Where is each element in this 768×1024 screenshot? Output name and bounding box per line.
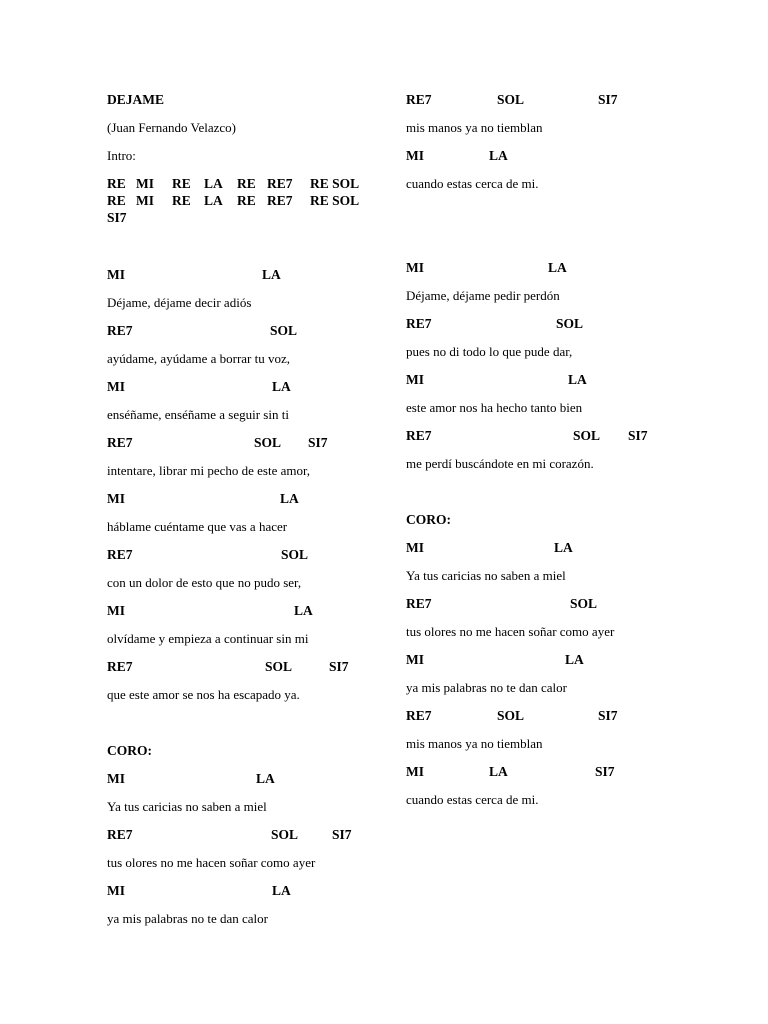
chord: RE7 (406, 428, 432, 443)
chord: MI (107, 379, 125, 394)
chord: SOL (265, 659, 293, 674)
chord: MI (406, 148, 424, 163)
chord: SI7 (332, 827, 352, 842)
chord: LA (489, 764, 508, 779)
chord: LA (568, 372, 587, 387)
chord: SI7 (329, 659, 349, 674)
chord: RE7 (107, 323, 133, 338)
chord: LA (294, 603, 313, 618)
lyric-line: ya mis palabras no te dan calor (406, 680, 567, 695)
intro-chord: RE7 (267, 193, 293, 208)
chord: RE7 (406, 596, 432, 611)
chord: SI7 (628, 428, 648, 443)
chord: RE7 (107, 827, 133, 842)
chord: MI (107, 603, 125, 618)
lyric-line: intentare, librar mi pecho de este amor, (107, 463, 311, 478)
chord: MI (107, 491, 125, 506)
chord: SOL (497, 92, 525, 107)
intro-chord: RE (172, 176, 191, 191)
intro-chord: LA (204, 176, 223, 191)
chorus-label: CORO: (406, 512, 451, 527)
chord: SOL (573, 428, 601, 443)
chord: SI7 (598, 92, 618, 107)
chord: SOL (556, 316, 584, 331)
lyric-line: tus olores no me hacen soñar como ayer (406, 624, 615, 639)
chord: SI7 (598, 708, 618, 723)
chord: LA (554, 540, 573, 555)
lyric-line: cuando estas cerca de mi. (406, 176, 539, 191)
chord: SOL (570, 596, 598, 611)
chord: MI (406, 764, 424, 779)
chord: RE7 (107, 547, 133, 562)
chord: MI (406, 652, 424, 667)
chord: LA (548, 260, 567, 275)
lyric-line: que este amor se nos ha escapado ya. (107, 687, 300, 702)
chord: SOL (271, 827, 299, 842)
chord: RE7 (406, 708, 432, 723)
chord: SOL (254, 435, 282, 450)
intro-label: Intro: (107, 148, 136, 163)
intro-chord: RE7 (267, 176, 293, 191)
lyric-line: mis manos ya no tiemblan (406, 736, 543, 751)
chord: RE7 (406, 92, 432, 107)
intro-chord: RE SOL (310, 176, 360, 191)
chord: SOL (270, 323, 298, 338)
intro-chord: LA (204, 193, 223, 208)
lyric-line: Déjame, déjame decir adiós (107, 295, 252, 310)
intro-chord: RE (237, 176, 256, 191)
intro-chord: MI (136, 193, 154, 208)
intro-chord: RE (107, 193, 126, 208)
chord: MI (406, 372, 424, 387)
chord: LA (272, 379, 291, 394)
lyric-line: tus olores no me hacen soñar como ayer (107, 855, 316, 870)
chord: LA (256, 771, 275, 786)
chord: LA (280, 491, 299, 506)
chord: MI (107, 883, 125, 898)
chord: LA (272, 883, 291, 898)
lyric-line: ya mis palabras no te dan calor (107, 911, 268, 926)
lyric-line: enséñame, enséñame a seguir sin ti (107, 407, 289, 422)
intro-chord: RE (172, 193, 191, 208)
chord: RE7 (107, 659, 133, 674)
song-author: (Juan Fernando Velazco) (107, 120, 236, 135)
chord: MI (107, 771, 125, 786)
chord: LA (262, 267, 281, 282)
chord: RE7 (406, 316, 432, 331)
chord: LA (565, 652, 584, 667)
lyric-line: pues no di todo lo que pude dar, (406, 344, 573, 359)
chord: SOL (281, 547, 309, 562)
chord: MI (406, 260, 424, 275)
chord: RE7 (107, 435, 133, 450)
lyric-line: me perdí buscándote en mi corazón. (406, 456, 594, 471)
chord: MI (406, 540, 424, 555)
lyric-line: con un dolor de esto que no pudo ser, (107, 575, 302, 590)
chord: LA (489, 148, 508, 163)
lyric-line: Déjame, déjame pedir perdón (406, 288, 560, 303)
lyric-line: este amor nos ha hecho tanto bien (406, 400, 583, 415)
intro-chord: MI (136, 176, 154, 191)
lyric-line: ayúdame, ayúdame a borrar tu voz, (107, 351, 291, 366)
intro-chord: RE (237, 193, 256, 208)
lyric-line: Ya tus caricias no saben a miel (107, 799, 267, 814)
chorus-label: CORO: (107, 743, 152, 758)
chord: SOL (497, 708, 525, 723)
lyric-line: cuando estas cerca de mi. (406, 792, 539, 807)
intro-chord: RE SOL (310, 193, 360, 208)
lyric-line: Ya tus caricias no saben a miel (406, 568, 566, 583)
lyric-line: olvídame y empieza a continuar sin mi (107, 631, 309, 646)
chord: MI (107, 267, 125, 282)
lyric-line: háblame cuéntame que vas a hacer (107, 519, 288, 534)
lyric-line: mis manos ya no tiemblan (406, 120, 543, 135)
intro-chord: SI7 (107, 210, 127, 225)
chord: SI7 (308, 435, 328, 450)
intro-chord: RE (107, 176, 126, 191)
song-title: DEJAME (107, 92, 164, 107)
chord: SI7 (595, 764, 615, 779)
